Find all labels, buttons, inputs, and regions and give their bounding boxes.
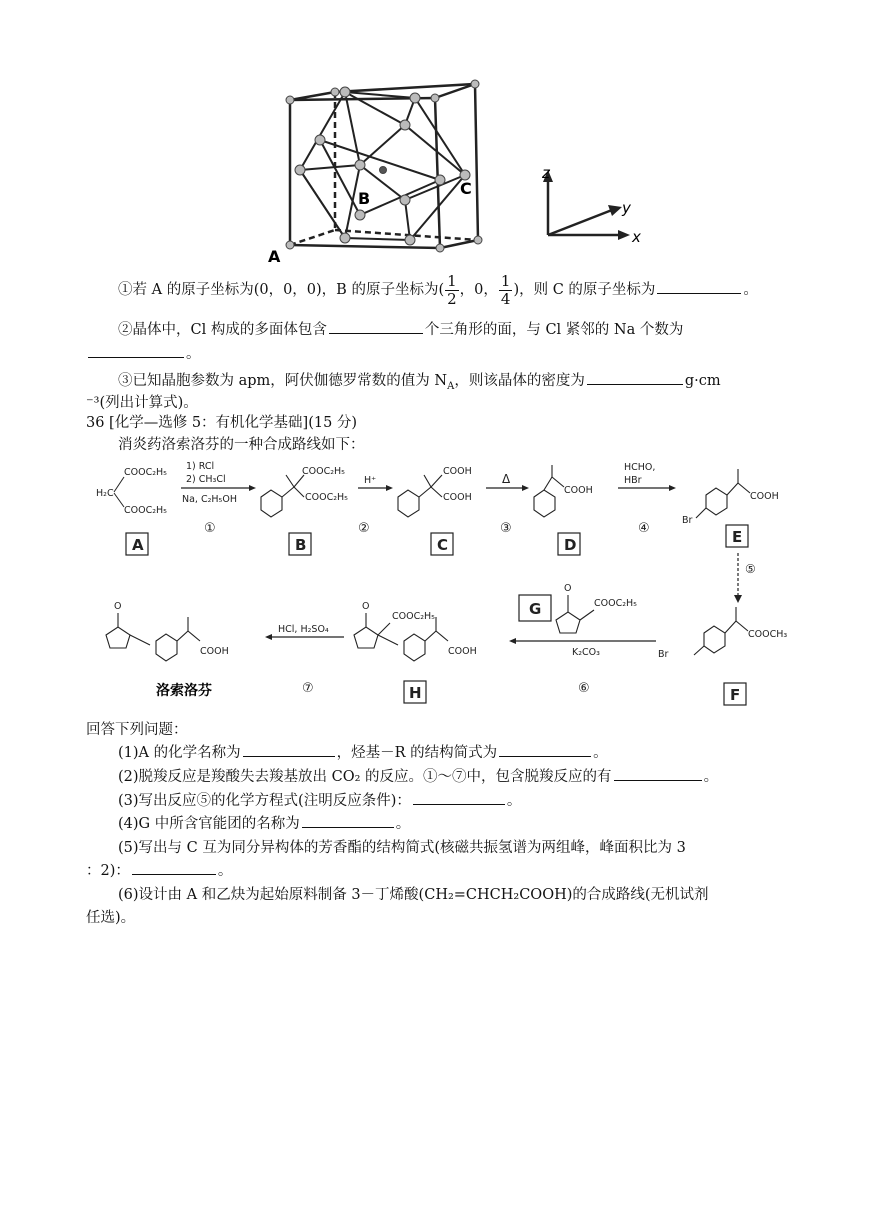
crystal-cell-figure (260, 70, 680, 265)
synthesis-scheme (86, 455, 826, 717)
box-label-h: H (409, 684, 422, 702)
reagent-step7: HCl, H₂SO₄ (278, 624, 329, 635)
box-label-f: F (730, 686, 741, 704)
group-cooch3: COOCH₃ (748, 629, 788, 640)
group-cooet: COOC₂H₅ (124, 505, 167, 516)
axis-label-y: y (622, 199, 631, 217)
q35-part3: ③已知晶胞参数为 apm，阿伏伽德罗常数的值为 $N_A$，则该晶体的密度为 g·cm (118, 369, 721, 392)
box-label-g: G (529, 600, 542, 618)
group-cooh: COOH (750, 491, 779, 502)
step-label-4: ④ (638, 521, 650, 536)
reagent-step3: Δ (502, 472, 511, 486)
step-label-5: ⑤ (745, 562, 756, 576)
answer-blank[interactable] (614, 766, 702, 781)
box-label-a: A (132, 536, 144, 554)
reagent-step4-a: HCHO, (624, 462, 656, 473)
answer-blank[interactable] (657, 279, 741, 294)
group-cooet: COOC₂H₅ (302, 466, 345, 477)
q35-part3-cont: ⁻³(列出计算式)。 (86, 395, 198, 411)
fraction-half: $\frac{1}{2}$ (447, 271, 457, 308)
question-3: (3)写出反应⑤的化学方程式(注明反应条件)： 。 (118, 789, 521, 810)
group-o: O (362, 601, 370, 612)
question-5: (5)写出与 C 互为同分异构体的芳香酯的结构简式(核磁共振氢谱为两组峰，峰面积比为 3 (118, 840, 686, 856)
answer-blank[interactable] (413, 790, 505, 805)
point-label-c: C (460, 179, 472, 198)
group-o: O (114, 601, 122, 612)
reagent-step1-a: 1) RCl (186, 461, 215, 472)
group-cooet: COOC₂H₅ (124, 467, 167, 478)
answer-blank[interactable] (243, 742, 335, 757)
step-label-1: ① (204, 521, 216, 536)
box-label-e: E (732, 528, 743, 546)
group-o: O (564, 583, 572, 594)
group-cooet: COOC₂H₅ (594, 598, 637, 609)
reagent-step4-b: HBr (624, 475, 642, 486)
q35-part1: ①若 A 的原子坐标为(0，0，0)，B 的原子坐标为( $\frac{1}{2}$ ，0， $\frac{1}{4}$ )，则 C 的原子坐标为 。 (118, 271, 758, 308)
step-label-3: ③ (500, 521, 512, 536)
reagent-step6: K₂CO₃ (572, 647, 600, 658)
group-cooh: COOH (564, 485, 593, 496)
answers-intro: 回答下列问题： (86, 722, 188, 738)
reagent-step2: H⁺ (364, 475, 377, 486)
answer-blank[interactable] (329, 319, 423, 334)
step-label-6: ⑥ (578, 681, 590, 696)
box-label-c: C (437, 536, 449, 554)
question-1: (1)A 的化学名称为 ，烃基－R 的结构简式为 。 (118, 741, 608, 762)
group-cooh: COOH (448, 646, 477, 657)
group-cooet: COOC₂H₅ (392, 611, 435, 622)
group-cooh: COOH (443, 466, 472, 477)
point-label-a: A (268, 247, 281, 265)
step-label-7: ⑦ (302, 681, 314, 696)
product-name: 洛索洛芬 (156, 683, 212, 699)
question-6-cont: 任选)。 (86, 910, 136, 926)
answer-blank[interactable] (302, 813, 394, 828)
box-label-d: D (564, 536, 577, 554)
question-4: (4)G 中所含官能团的名称为 。 (118, 812, 410, 833)
question-5-cont: ：2)： 。 (86, 859, 232, 880)
group-br: Br (682, 515, 693, 526)
question-6: (6)设计由 A 和乙炔为起始原料制备 3－丁烯酸(CH₂=CHCH₂COOH)的合成路线(无机试剂 (118, 887, 709, 903)
step-label-2: ② (358, 521, 370, 536)
group-h2c: H₂C (96, 488, 114, 499)
answer-blank[interactable] (132, 860, 216, 875)
answer-blank[interactable] (499, 742, 591, 757)
q36-intro: 消炎药洛索洛芬的一种合成路线如下： (118, 437, 365, 453)
question-2: (2)脱羧反应是羧酸失去羧基放出 CO₂ 的反应。①～⑦中，包含脱羧反应的有 。 (118, 765, 718, 786)
answer-blank[interactable] (88, 343, 184, 358)
group-cooet: COOC₂H₅ (305, 492, 348, 503)
axis-label-x: x (632, 228, 641, 246)
group-cooh: COOH (443, 492, 472, 503)
q35-part2: ②晶体中，Cl 构成的多面体包含 个三角形的面，与 Cl 紧邻的 Na 个数为 (118, 318, 683, 339)
box-label-b: B (295, 536, 307, 554)
point-label-b: B (358, 189, 371, 208)
fraction-quarter: $\frac{1}{4}$ (500, 271, 511, 308)
axis-label-z: z (542, 164, 550, 182)
group-cooh: COOH (200, 646, 229, 657)
q36-heading: 36 [化学—选修 5：有机化学基础](15 分) (86, 415, 358, 431)
reagent-step1-b: 2) CH₃Cl (186, 474, 226, 485)
group-br: Br (658, 649, 669, 660)
answer-blank[interactable] (587, 370, 683, 385)
reagent-step1-c: Na, C₂H₅OH (182, 494, 237, 505)
q35-part2-cont: 。 (86, 342, 201, 363)
